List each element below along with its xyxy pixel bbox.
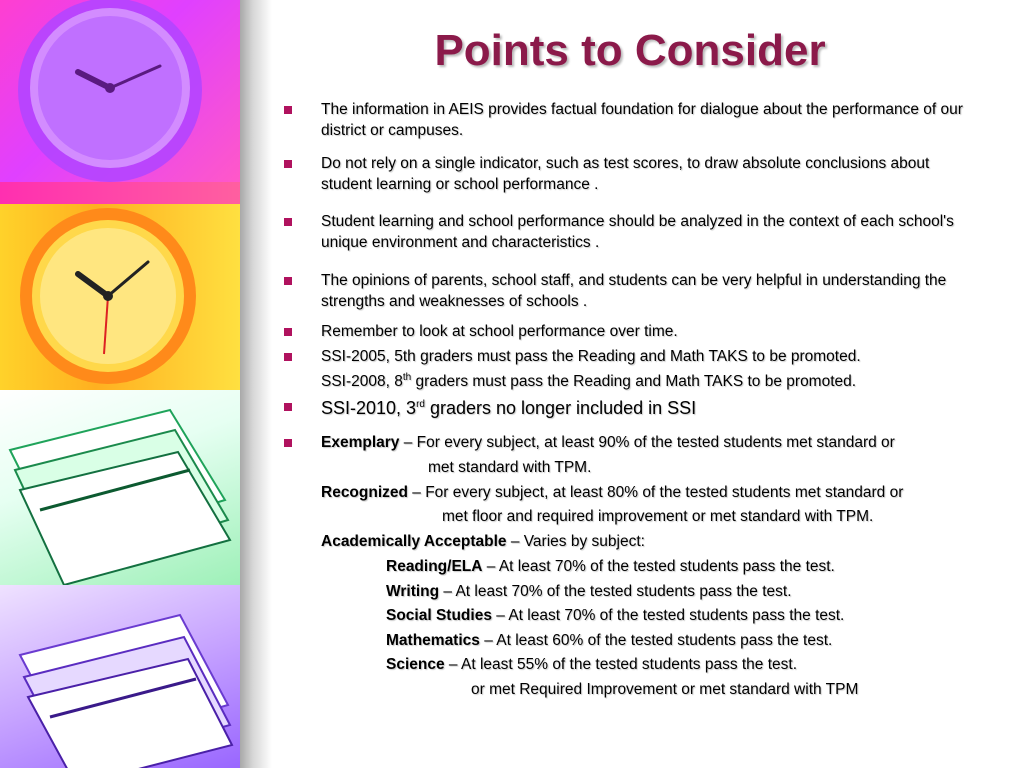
recognized-label: Recognized [321, 484, 408, 501]
subject-mathematics [386, 630, 976, 651]
purple-books-image [0, 585, 240, 768]
final-line: or met Required Improvement or met standard with TPM [471, 681, 859, 698]
acceptable-label: Academically Acceptable [321, 533, 507, 550]
exemplary-text: – For every subject, at least 90% of the tested students met standard or [399, 434, 895, 451]
bullet-text-1: The information in AEIS provides factual foundation for dialogue about the performance of our district or campuses. [321, 101, 963, 139]
subject-reading [386, 556, 976, 577]
bullet-marker [284, 106, 292, 114]
recognized-text: – For every subject, at least 80% of the tested students met standard or [407, 484, 904, 501]
bullet-text-2: Do not rely on a single indicator, such as test scores, to draw absolute conclusions about student learning or school performance . [321, 155, 930, 193]
recognized-continuation: met floor and required improvement or met standard with TPM. [442, 508, 874, 525]
pink-divider [0, 182, 240, 204]
subject-label: Social Studies [386, 607, 492, 624]
subject-text: – At least 60% of the tested students pass the test. [479, 632, 833, 649]
subject-social-studies [386, 605, 976, 626]
acceptable-text: – Varies by subject: [506, 533, 645, 550]
ssi-line-2008 [321, 367, 971, 392]
alarm-clock-icon [0, 204, 240, 390]
purple-clock-image [0, 0, 240, 182]
ssi-2010-post: graders no longer included in SSI [424, 398, 697, 418]
bullet-marker [284, 218, 292, 226]
clock-icon [0, 0, 240, 182]
ssi-2010-pre: SSI-2010, 3 [321, 398, 417, 418]
recognized-line [321, 482, 971, 503]
ssi-2010-sup: rd [416, 399, 425, 410]
subject-label: Reading/ELA [386, 558, 483, 575]
ssi-2008-pre: SSI-2008, 8 [321, 373, 403, 391]
subject-label: Mathematics [386, 632, 480, 649]
bullet-marker [284, 160, 292, 168]
bullet-marker [284, 277, 292, 285]
subject-science [386, 654, 976, 675]
strip-shadow [240, 0, 272, 768]
decorative-image-strip [0, 0, 240, 768]
bullet-marker [284, 328, 292, 336]
subject-writing [386, 581, 976, 602]
bullet-text-5: Remember to look at school performance over time. [321, 323, 678, 340]
bullet-marker [284, 439, 292, 447]
green-books-image [0, 390, 240, 585]
subject-label: Science [386, 656, 445, 673]
page-title: Points to Consider [434, 26, 826, 75]
exemplary-line [321, 432, 971, 453]
bullet-marker [284, 403, 292, 411]
subject-text: – At least 70% of the tested students pass the test. [439, 583, 792, 600]
ssi-line-2005: SSI-2005, 5th graders must pass the Reading and Math TAKS to be promoted. [321, 348, 861, 365]
subject-text: – At least 70% of the tested students pass the test. [482, 558, 835, 575]
acceptable-line [321, 531, 971, 552]
ssi-2008-post: graders must pass the Reading and Math TAKS to be promoted. [411, 373, 857, 391]
bullet-marker [284, 353, 292, 361]
ssi-block [321, 346, 971, 392]
ssi-2008-sup: th [402, 372, 412, 383]
subject-text: – At least 55% of the tested students pass the test. [444, 656, 798, 673]
exemplary-label: Exemplary [321, 434, 400, 451]
exemplary-continuation: met standard with TPM. [428, 459, 592, 476]
bullet-text-4: The opinions of parents, school staff, and students can be very helpful in understanding the strengths and weaknesses of schools . [321, 272, 947, 310]
subject-label: Writing [386, 583, 440, 600]
bullet-text-3: Student learning and school performance should be analyzed in the context of each school's unique environment and characteristics . [321, 213, 954, 251]
books-icon [0, 585, 240, 768]
subject-text: – At least 70% of the tested students pass the test. [491, 607, 845, 624]
books-icon [0, 390, 240, 585]
orange-clock-image [0, 204, 240, 390]
ssi-line-2010 [321, 394, 971, 419]
